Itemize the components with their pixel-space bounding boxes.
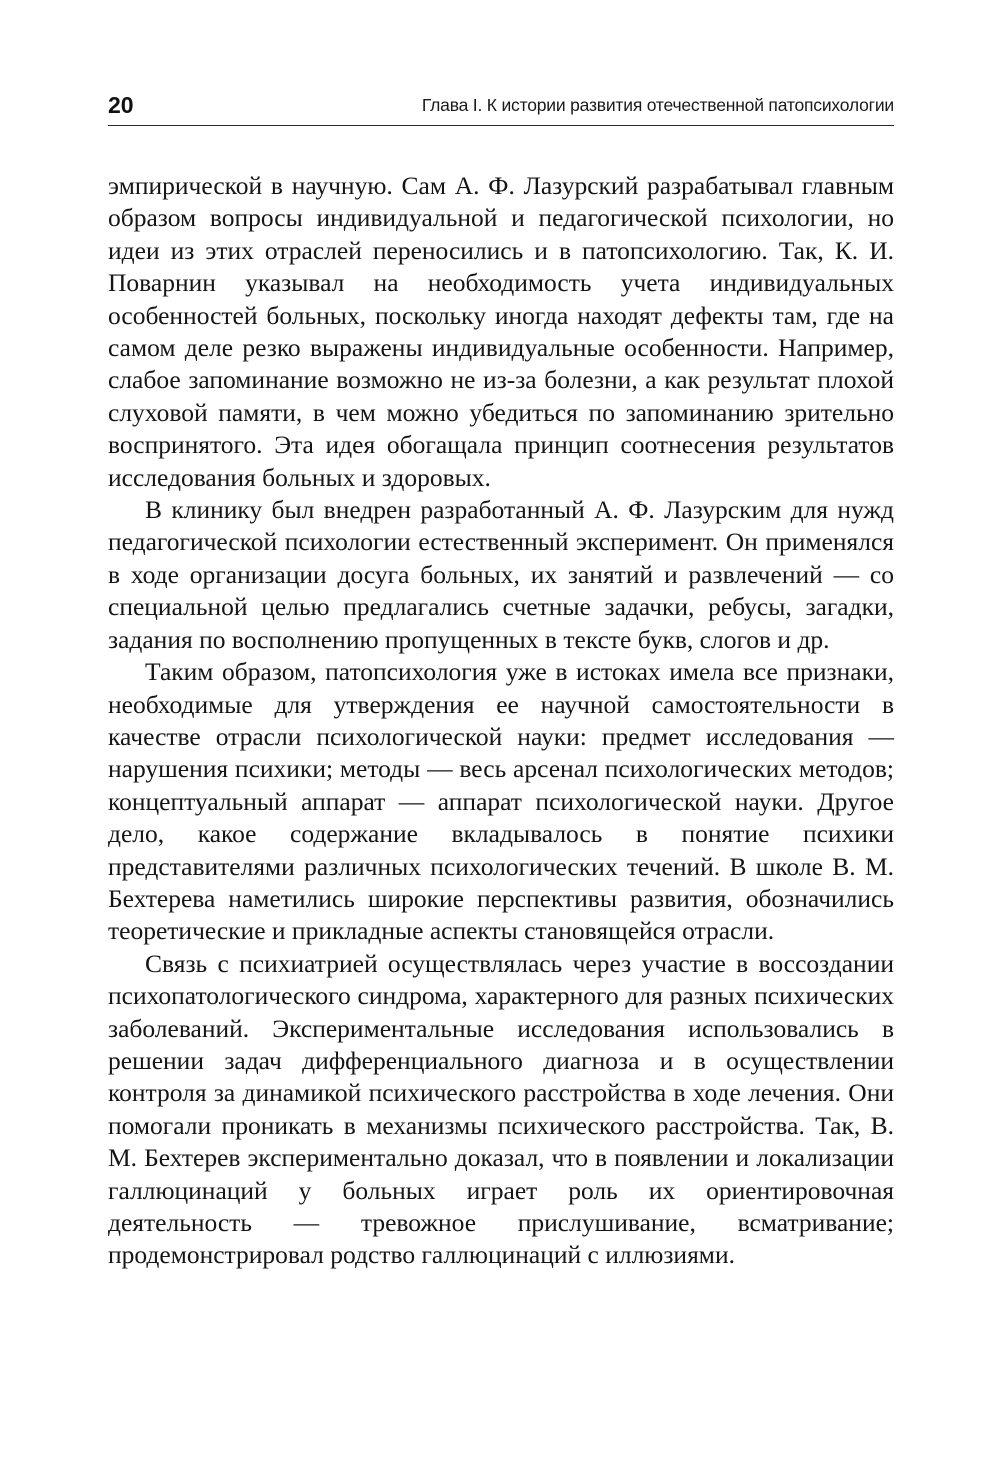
page-number: 20	[108, 92, 134, 118]
paragraph-continued: эмпирической в научную. Сам А. Ф. Лазурский разрабатывал главным образом вопросы индивидуальной и педагогической психологии, но идеи из этих отраслей переносились и в патопсихологию. Так, К. И. Поварнин указывал на необходимость учета индивидуальных особенностей больных, поскольку иногда находят дефекты там, где на самом деле резко выражены индивидуальные особенности. Например, слабое запоминание возможно не из-за болезни, а как результат плохой слуховой памяти, в чем можно убедиться по запоминанию зрительно воспринятого. Эта идея обогащала принцип соотнесения результатов исследования больных и здоровых.	[108, 171, 894, 492]
paragraph: В клинику был внедрен разработанный А. Ф. Лазурским для нужд педагогической психологии естественный эксперимент. Он применялся в ходе организации досуга больных, их занятий и развлечений — со специальной целью предлагались счетные задачки, ребусы, загадки, задания по восполнению пропущенных в тексте букв, слогов и др.	[108, 495, 894, 654]
running-title: Глава I. К истории развития отечественной патопсихологии	[421, 95, 894, 115]
body-text	[108, 170, 894, 1272]
running-header	[108, 86, 894, 126]
paragraph: Связь с психиатрией осуществлялась через участие в воссоздании психопатологического синдрома, характерного для разных психических заболеваний. Экспериментальные исследования использовались в решении задач дифференциального диагноза и в осуществлении контроля за динамикой психического расстройства в ходе лечения. Они помогали проникать в механизмы психического расстройства. Так, В. М. Бехтерев экспериментально доказал, что в появлении и локализации галлюцинаций у больных играет роль их ориентировочная деятельность — тревожное прислушивание, всматривание; продемонстрировал родство галлюцинаций с иллюзиями.	[108, 948, 894, 1270]
paragraph: Таким образом, патопсихология уже в истоках имела все признаки, необходимые для утверждения ее научной самостоятельности в качестве отрасли психологической науки: предмет исследования — нарушения психики; методы — весь арсенал психологических методов; концептуальный аппарат — аппарат психологической науки. Другое дело, какое содержание вкладывалось в понятие психики представителями различных психологических течений. В школе В. М. Бехтерева наметились широкие перспективы развития, обозначились теоретические и прикладные аспекты становящейся отрасли.	[108, 657, 894, 946]
